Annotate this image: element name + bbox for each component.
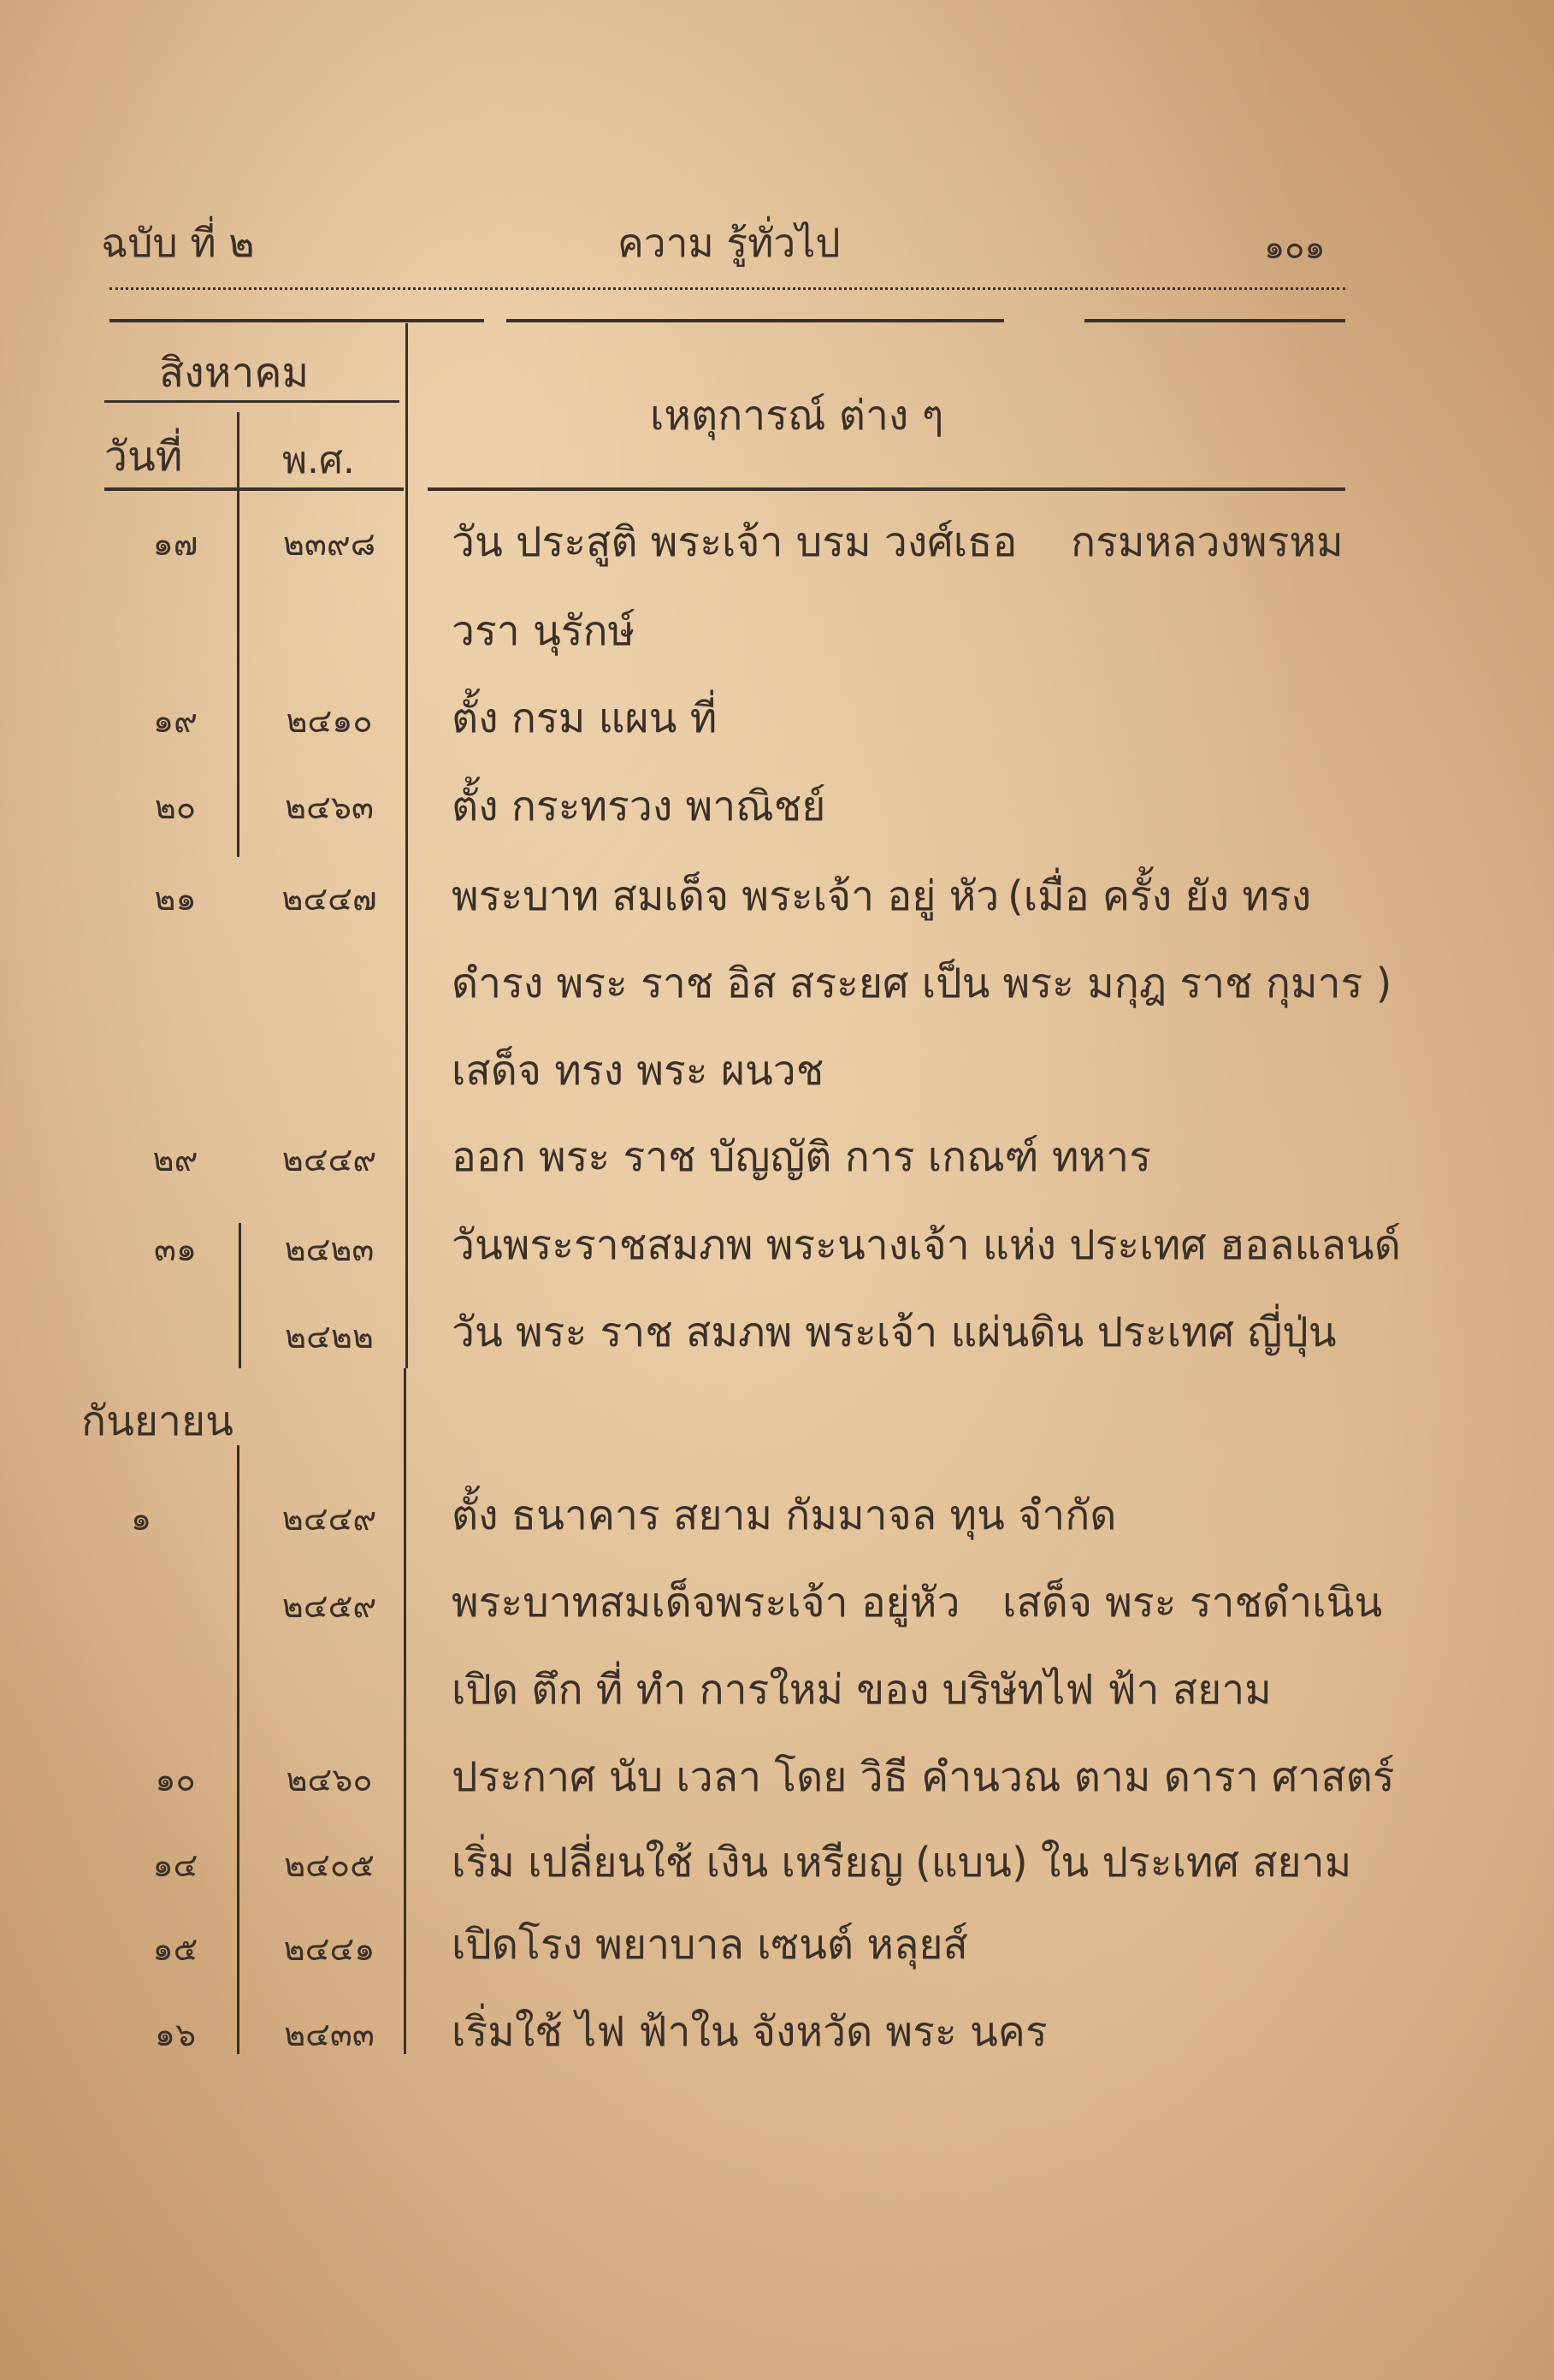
row-event: ตั้ง ธนาคาร สยาม กัมมาจล ทุน จำกัด [452,1491,1117,1539]
table-top-rule-left [109,319,484,322]
row-year: ๒๔๖๓ [285,788,374,826]
row-event: ประกาศ นับ เวลา โดย วิธี คำนวณ ตาม ดารา ศาสตร์ [452,1753,1395,1801]
row-day: ๒๑ [154,880,197,918]
row-day: ๑ [130,1500,152,1538]
row-day: ๒๐ [154,788,197,826]
page-title: ความ รู้ทั่วไป [617,220,841,266]
row-day: ๑๙ [153,702,198,740]
row-event: วัน ประสูติ พระเจ้า บรม วงศ์เธอ [452,518,1018,566]
row-event: ออก พระ ราช บัญญัติ การ เกณฑ์ ทหาร [452,1133,1151,1181]
row-event: วันพระราชสมภพ พระนางเจ้า แห่ง ประเทศ ฮอลแลนด์ [452,1221,1401,1269]
row-event: เปิดโรง พยาบาล เซนต์ หลุยส์ [452,1921,968,1969]
row-event: วัน พระ ราช สมภพ พระเจ้า แผ่นดิน ประเทศ ญี่ปุ่น [452,1308,1337,1356]
row-day: ๑๖ [154,2016,197,2053]
row-event: ตั้ง กรม แผน ที่ [452,694,718,742]
row-event: ตั้ง กระทรวง พาณิชย์ [452,783,826,830]
row-day: ๑๐ [155,1761,196,1798]
row-event: วรา นุรักษ์ [452,607,635,655]
row-event-right: กรมหลวงพรหม [1071,518,1344,566]
row-day: ๑๗ [152,525,198,563]
page-number: ๑๐๑ [1264,228,1326,266]
row-event-right: (เมื่อ ครั้ง ยัง ทรง [1007,872,1312,920]
day-year-divider-upper [237,412,239,857]
year-column-header: พ.ศ. [282,439,355,482]
row-event-right: เสด็จ พระ ราชดำเนิน [1002,1579,1383,1627]
day-column-header: วันที่ [104,433,183,481]
row-event: เสด็จ ทรง พระ ผนวช [452,1047,824,1095]
row-day: ๒๙ [152,1141,198,1178]
row-day: ๓๑ [153,1231,198,1268]
issue-label: ฉบับ ที่ ๒ [101,220,255,266]
month-underline [104,400,399,403]
year-events-divider-upper [405,323,408,1368]
row-year: ๒๔๐๕ [284,1846,375,1884]
table-top-rule-right [1084,319,1345,322]
header-bottom-rule-right [428,487,1345,491]
row-year: ๒๔๖๐ [286,1761,373,1798]
row-event: พระบาท สมเด็จ พระเจ้า อยู่ หัว [452,872,1000,920]
row-event: ดำรง พระ ราช อิส สระยศ เป็น พระ มกุฎ ราช กุมาร ) [452,960,1392,1007]
row-event: เริ่มใช้ ไฟ ฟ้าใน จังหวัด พระ นคร [452,2008,1048,2056]
row-year: ๒๔๓๓ [284,2016,375,2053]
row-year: ๒๔๑๐ [286,702,373,740]
month-heading-september: กันยายน [81,1397,233,1445]
row-event: เปิด ตึก ที่ ทำ การใหม่ ของ บริษัทไฟ ฟ้า สยาม [452,1666,1272,1714]
day-year-divider-lower [237,1445,239,2054]
month-heading: สิงหาคม [159,349,310,397]
events-column-header: เหตุการณ์ ต่าง ๆ [650,392,944,440]
row-year: ๒๔๔๙ [281,1141,377,1178]
row-year: ๒๔๔๙ [281,1500,377,1538]
row-year: ๒๔๔๑ [283,1930,375,1968]
row-event-right: (แบน) ใน ประเทศ สยาม [915,1839,1352,1887]
row-year: ๒๔๒๒ [285,1318,374,1355]
row-event: พระบาทสมเด็จพระเจ้า อยู่หัว [452,1579,960,1627]
header-bottom-rule-left [104,487,404,491]
table-top-rule-middle [506,319,1004,322]
row-event: เริ่ม เปลี่ยนใช้ เงิน เหรียญ [452,1839,904,1887]
row-year: ๒๔๕๙ [281,1587,377,1625]
row-day: ๑๕ [152,1930,198,1968]
row-day: ๑๔ [152,1846,198,1884]
day-year-divider-middle [239,1223,241,1368]
row-year: ๒๔๒๓ [284,1231,375,1268]
header-dotted-rule [109,287,1345,290]
year-events-divider-lower [404,1368,406,2054]
row-year: ๒๓๙๘ [282,525,376,563]
row-year: ๒๔๔๗ [281,880,377,918]
